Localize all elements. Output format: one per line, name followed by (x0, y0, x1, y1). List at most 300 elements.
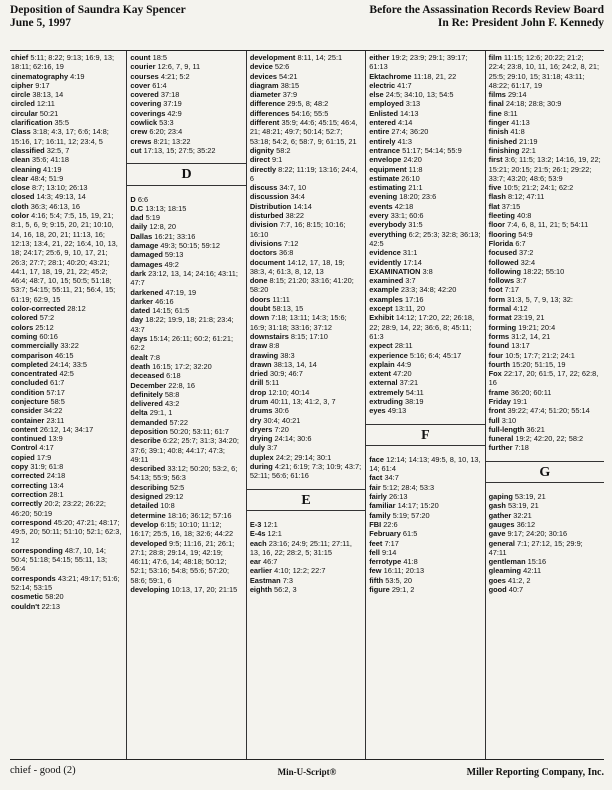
index-term: darkened (130, 287, 164, 297)
index-term: delivered (130, 399, 163, 409)
page-range: chief - good (2) (10, 765, 76, 776)
index-entry (130, 269, 242, 288)
page-refs: 5:19; 57:20 (392, 510, 430, 520)
index-term: film (488, 53, 502, 62)
index-entry (130, 362, 242, 371)
index-entry (489, 332, 601, 341)
page-refs: 7:7, 16; 8:15; 10:16; 16:10 (249, 220, 346, 239)
page-refs: 26:12, 14; 34:17 (39, 424, 94, 434)
page-refs: 3:13 (405, 99, 421, 109)
index-term: floor (488, 220, 506, 230)
index-term: discuss (249, 183, 278, 193)
page-refs: 4:14 (397, 118, 413, 128)
index-term: clarification (11, 118, 53, 128)
index-term: experience (369, 350, 408, 360)
page-refs: 3:7 (405, 276, 416, 286)
index-entry (130, 222, 242, 231)
index-entry (11, 99, 123, 108)
index-term: drawing (249, 350, 279, 360)
index-term: courier (130, 62, 156, 72)
page-refs: 12:6, 7, 9, 11 (157, 62, 201, 72)
index-term: Distribution (249, 201, 292, 211)
index-entry (489, 220, 601, 229)
index-entry (369, 576, 481, 585)
page-refs: 57:2 (39, 313, 55, 323)
index-entry (489, 313, 601, 322)
page-refs: 54:21 (279, 71, 298, 81)
index-term: circled (11, 99, 35, 109)
index-term: continued (11, 434, 47, 444)
index-entry (369, 258, 481, 267)
index-entry (11, 332, 123, 341)
page-refs: 6:20; 23:4 (149, 127, 183, 137)
page-refs: 53:5, 20 (385, 575, 412, 585)
page-refs: 53:19, 21 (507, 501, 539, 511)
index-entry (130, 306, 242, 315)
index-entry (11, 341, 123, 350)
index-term: cowlick (130, 118, 158, 128)
index-term: detailed (130, 501, 159, 511)
index-entry (369, 492, 481, 501)
page-refs: 8:15; 17:10 (290, 331, 328, 341)
page-refs: 53:19, 21 (514, 492, 546, 502)
index-term: forming (488, 322, 517, 332)
index-entry (369, 276, 481, 285)
page-refs: 33:12; 50:20; 53:2, 6; 54:13; 55:9; 56:3 (130, 464, 238, 483)
index-entry (11, 406, 123, 415)
page-refs: 20:2; 23:22; 26:22; 46:20; 50:19 (11, 499, 106, 518)
index-entry (489, 99, 601, 108)
index-entry (369, 165, 481, 174)
page-refs: 11:15; 12:6; 20:22; 21:2; 22:4; 23:8, 10, 11, 16; 24:2, 8, 21; 25:5; 29:10, 15; 31:18; 43:11; 48:22; 61:17, 19 (488, 53, 600, 90)
index-term: Friday (488, 396, 511, 406)
index-entry (489, 137, 601, 146)
index-entry (11, 490, 123, 499)
index-column-1 (10, 51, 126, 759)
index-term: cinematography (11, 71, 69, 81)
index-term: correspond (11, 517, 52, 527)
index-entry (130, 381, 242, 390)
index-term: development (249, 53, 296, 62)
index-entry (369, 90, 481, 99)
index-entry (250, 369, 362, 378)
page-refs: 25:12 (35, 322, 54, 332)
index-term: entire (369, 127, 390, 137)
index-entry (489, 118, 601, 127)
page-refs: 29:5, 8; 48:2 (287, 99, 329, 109)
page-refs: 52:6 (274, 62, 290, 72)
page-refs: 60:16 (39, 331, 58, 341)
index-term: deceased (130, 371, 165, 381)
index-term: chief (11, 53, 29, 62)
page-refs: 37:18 (160, 90, 180, 100)
index-term: Class (11, 127, 31, 137)
page-refs: 31:1 (402, 248, 418, 258)
index-entry (250, 165, 362, 184)
page-refs: 28:11 (394, 341, 413, 351)
index-entry (489, 529, 601, 538)
index-term: damage (130, 241, 159, 251)
index-entry (130, 353, 242, 362)
index-entry (489, 109, 601, 118)
index-entry (250, 443, 362, 452)
index-entry (130, 539, 242, 585)
index-entry (11, 453, 123, 462)
index-entry (489, 492, 601, 501)
index-entry (369, 127, 481, 136)
index-entry (250, 520, 362, 529)
page-refs: 54:11 (405, 387, 424, 397)
index-term: dried (249, 369, 268, 379)
page-refs: 13:9 (48, 434, 63, 444)
index-entry (250, 62, 362, 71)
index-term: extent (369, 369, 391, 379)
index-entry (11, 72, 123, 81)
index-term: funeral (488, 434, 514, 444)
page-refs: 24:5; 34:10, 13; 54:5 (385, 90, 454, 100)
index-term: frame (488, 387, 509, 397)
index-entry (250, 118, 362, 146)
index-term: diagram (249, 80, 279, 90)
page-refs: 38:13, 14 (32, 90, 64, 100)
index-entry (369, 351, 481, 360)
page-refs: 9:17; 24:20; 30:16 (507, 529, 568, 539)
index-entry (489, 323, 601, 332)
index-entry (11, 443, 123, 452)
index-entry (130, 334, 242, 353)
page-refs: 36:12 (516, 519, 536, 529)
index-term: fleeting (488, 211, 515, 221)
index-term: correction (11, 489, 48, 499)
page-refs: 7:17 (384, 538, 399, 548)
page-refs: 51:17; 54:14; 55:9 (402, 145, 462, 155)
index-term: develop (130, 519, 159, 529)
index-entry (11, 462, 123, 471)
index-term: entered (369, 118, 396, 128)
page-refs: 38:22 (285, 211, 305, 221)
page-refs: 41:8 (510, 127, 525, 137)
index-entry (11, 53, 123, 72)
index-term: eighth (249, 585, 272, 595)
index-term: disturbed (249, 211, 284, 221)
index-entry (250, 304, 362, 313)
index-entry (369, 267, 481, 276)
index-entry (250, 313, 362, 332)
index-term: examples (369, 294, 403, 304)
index-term: draw (249, 341, 268, 351)
index-entry (489, 267, 601, 276)
page-refs: 61:7 (50, 378, 65, 388)
index-entry (11, 574, 123, 593)
index-term: flash (488, 192, 506, 202)
page-refs: 49:3; 50:15; 59:12 (160, 241, 220, 251)
page-refs: 49:2 (164, 259, 179, 269)
page-refs: 36:21 (526, 424, 545, 434)
index-term: corresponds (11, 573, 56, 583)
page-refs: 41:13 (511, 118, 530, 128)
index-term: commercially (11, 341, 59, 351)
index-term: drums (249, 406, 273, 416)
page-refs: 37:19 (163, 99, 182, 109)
index-entry (369, 529, 481, 538)
index-term: doctors (249, 248, 277, 258)
index-entry (130, 436, 242, 464)
index-term: courses (130, 71, 159, 81)
index-term: four (488, 350, 503, 360)
index-term: difference (249, 99, 286, 109)
page-refs: 13:11, 20 (394, 304, 425, 314)
page-refs: 37:9 (282, 90, 298, 100)
index-term: fell (369, 547, 380, 557)
deposition-title: Deposition of Saundra Kay Spencer (10, 4, 186, 16)
page-refs: 13:4 (49, 480, 64, 490)
page-refs: 38:3 (280, 350, 295, 360)
index-entry (489, 90, 601, 99)
index-entry (130, 118, 242, 127)
index-term: finishing (488, 145, 520, 155)
page-refs: 23:12, 13, 14; 24:16; 43:11; 47:7 (130, 268, 238, 288)
page-refs: 37:2 (519, 248, 534, 258)
page-refs: 37:15 (501, 201, 521, 211)
page-refs: 5:19 (145, 213, 160, 223)
index-term: consider (11, 406, 42, 416)
index-term: color (11, 211, 30, 221)
page-refs: 49:13 (387, 406, 407, 416)
index-term: cut (130, 145, 142, 155)
index-term: finger (488, 118, 510, 128)
index-entry (11, 369, 123, 378)
index-entry (489, 239, 601, 248)
index-entry (369, 511, 481, 520)
page-refs: 47:19, 19 (165, 287, 197, 297)
index-entry (11, 323, 123, 332)
index-entry (130, 204, 242, 213)
section-letter: F (366, 424, 484, 446)
index-entry (369, 146, 481, 155)
page-refs: 10:5; 21:2; 24:1; 62:2 (503, 183, 574, 193)
page-refs: 11:18, 21, 22 (413, 71, 457, 81)
page-refs: 32:5, 7 (46, 145, 70, 155)
index-entry (369, 118, 481, 127)
index-term: front (488, 406, 506, 416)
page-refs: 14:12; 17:20, 22; 26:18, 22; 28:9, 14, 22; 36:6, 8; 45:11; 61:3 (369, 313, 474, 341)
page-refs: 3:10 (501, 415, 517, 425)
index-entry (369, 473, 481, 482)
index-term: directly (249, 164, 277, 174)
page-refs: 31:3, 5, 7, 9, 13; 32: (507, 294, 573, 304)
page-refs: 11:11 (272, 294, 290, 304)
page-refs: 46:7 (262, 557, 278, 567)
index-entry (11, 425, 123, 434)
index-term: feet (369, 538, 383, 548)
index-term: Control (11, 443, 38, 453)
page-refs: 26:13 (388, 492, 408, 502)
page-refs: 38:15 (280, 80, 300, 90)
index-entry (11, 434, 123, 443)
index-term: formal (488, 304, 512, 314)
index-term: crew (130, 127, 148, 137)
index-term: different (249, 118, 280, 128)
index-term: fifth (369, 575, 384, 585)
page-refs: 8:11 (503, 108, 518, 118)
index-term: E-3 (249, 519, 262, 529)
index-entry (130, 81, 242, 90)
index-term: closed (11, 192, 35, 202)
page-refs: 4:21; 5:2 (160, 71, 190, 81)
index-entry (369, 295, 481, 304)
index-entry (369, 455, 481, 474)
index-term: December (130, 380, 167, 390)
page-refs: 34:7 (384, 473, 399, 483)
page-refs: 36:20; 60:11 (510, 387, 552, 397)
page-refs: 39:22; 47:4; 51:20; 55:14 (507, 406, 590, 416)
page-refs: 18:20; 23:6 (399, 192, 437, 202)
index-entry (130, 427, 242, 436)
index-term: darker (130, 296, 154, 306)
index-entry (11, 378, 123, 387)
index-entry (489, 501, 601, 510)
index-entry (130, 399, 242, 408)
page-refs: 7:1; 27:12, 15; 29:9; 47:11 (488, 538, 583, 557)
index-term: device (249, 62, 273, 72)
index-entry (250, 453, 362, 462)
index-term: either (369, 53, 390, 62)
page-refs: 41:2, 2 (507, 575, 531, 585)
index-term: covering (130, 99, 162, 109)
index-entry (250, 239, 362, 248)
index-term: fair (369, 482, 381, 492)
page-refs: 7:18 (514, 443, 529, 453)
index-entry (250, 529, 362, 538)
page-refs: 43:21; 49:17; 51:6; 52:14; 53:15 (11, 573, 120, 592)
page-refs: 16:15; 17:2; 32:20 (152, 361, 212, 371)
page-refs: 61:5 (402, 529, 418, 539)
index-entry (250, 183, 362, 192)
index-term: daily (130, 222, 148, 232)
page-refs: 58:8 (164, 389, 180, 399)
page-refs: 29:14 (507, 90, 527, 100)
index-term: electric (369, 80, 396, 90)
page-refs: 52:5 (169, 482, 185, 492)
page-refs: 8:7; 13:10; 26:13 (31, 183, 88, 193)
index-entry (130, 371, 242, 380)
index-entry (369, 230, 481, 249)
page-refs: 14:15; 61:5 (152, 306, 190, 316)
page-refs: 56:2, 3 (274, 585, 297, 595)
page-refs: 18:5 (152, 53, 167, 62)
page-refs: 9:17 (35, 80, 50, 90)
index-entry (250, 332, 362, 341)
index-term: clean (11, 155, 30, 165)
index-entry (11, 499, 123, 518)
page-refs: 48:7, 10, 14; 50:4; 51:18; 54:15; 55:11, 13; 56:4 (11, 545, 108, 574)
page-refs: 7:4, 6, 8, 11, 21; 5; 54:11 (507, 220, 589, 230)
index-term: flooring (488, 229, 517, 239)
index-grid (10, 50, 604, 760)
page-refs: 31:9; 61:8 (30, 462, 64, 472)
page-refs: 5:16; 6:4; 45:17 (409, 350, 462, 360)
index-term: coming (11, 331, 38, 341)
page-refs: 13:13; 18:15 (145, 203, 187, 213)
index-term: dad (130, 213, 144, 223)
index-entry (489, 202, 601, 211)
index-term: except (369, 304, 393, 314)
index-entry (369, 183, 481, 192)
index-term: dry (249, 415, 262, 425)
page-refs: 14:12, 17, 18, 19; 38:3, 4; 61:3, 8, 12, 13 (249, 257, 345, 276)
index-entry (250, 351, 362, 360)
index-term: expect (369, 341, 393, 351)
page-refs: 6:15; 10:10; 11:12; 16:17; 25:5, 16, 18; 32:6; 44:22 (130, 519, 234, 539)
index-entry (11, 155, 123, 164)
page-refs: 35:5 (54, 118, 69, 128)
index-entry (11, 592, 123, 601)
index-term: describe (130, 436, 161, 446)
index-entry (369, 248, 481, 257)
index-term: general (488, 538, 515, 548)
index-entry (130, 250, 242, 259)
index-term: form (488, 294, 506, 304)
index-term: dated (130, 306, 151, 316)
index-column-3 (246, 51, 365, 759)
page-refs: 16:21; 33:16 (154, 231, 196, 241)
section-letter: G (486, 461, 604, 483)
index-term: figure (369, 585, 390, 595)
index-entry (250, 53, 362, 62)
index-term: entrance (369, 145, 401, 155)
index-entry (489, 304, 601, 313)
index-entry (369, 109, 481, 118)
index-entry (369, 81, 481, 90)
page-refs: 8:12; 47:11 (507, 192, 545, 202)
page-refs: 22:13 (41, 601, 61, 611)
page-refs: 17:13, 15; 27:5; 35:22 (143, 145, 216, 155)
page-refs: 5:11 (265, 378, 280, 388)
index-entry (11, 471, 123, 480)
page-refs: 45:20; 47:21; 48:17; 49:5, 20; 50:11; 51:10; 52:1; 62:3, 12 (11, 517, 122, 546)
index-term: gather (488, 510, 512, 520)
index-term: differences (249, 108, 290, 118)
index-entry (250, 388, 362, 397)
index-entry (369, 539, 481, 548)
index-term: few (369, 566, 382, 576)
index-term: direct (249, 155, 270, 165)
index-term: determine (130, 510, 166, 520)
page-refs: 23:16; 24:9; 25:11; 27:11, 13, 16, 22; 28:2, 5; 31:15 (249, 538, 352, 557)
index-entry (369, 72, 481, 81)
index-entry (369, 566, 481, 575)
page-refs: 6:7 (515, 238, 526, 248)
page-refs: 14:13 (400, 108, 419, 118)
page-refs: 24:14; 30:6 (274, 434, 312, 444)
page-refs: 41:3 (397, 136, 412, 146)
index-entry (489, 369, 601, 388)
page-refs: 18:16; 36:12; 57:16 (167, 510, 232, 520)
index-entry (250, 295, 362, 304)
index-term: final (488, 99, 504, 109)
section-letter: E (247, 489, 365, 511)
index-entry (489, 53, 601, 90)
index-term: colors (11, 322, 34, 332)
page-refs: 4:19 (70, 71, 85, 81)
page-refs: 5:12; 28:4; 53:3 (382, 482, 435, 492)
index-entry (11, 211, 123, 304)
page-refs: 13:17 (511, 341, 530, 351)
index-term: count (130, 53, 151, 62)
index-term: doubt (249, 304, 271, 314)
page-refs: 40:7 (508, 585, 524, 595)
index-entry (11, 313, 123, 322)
